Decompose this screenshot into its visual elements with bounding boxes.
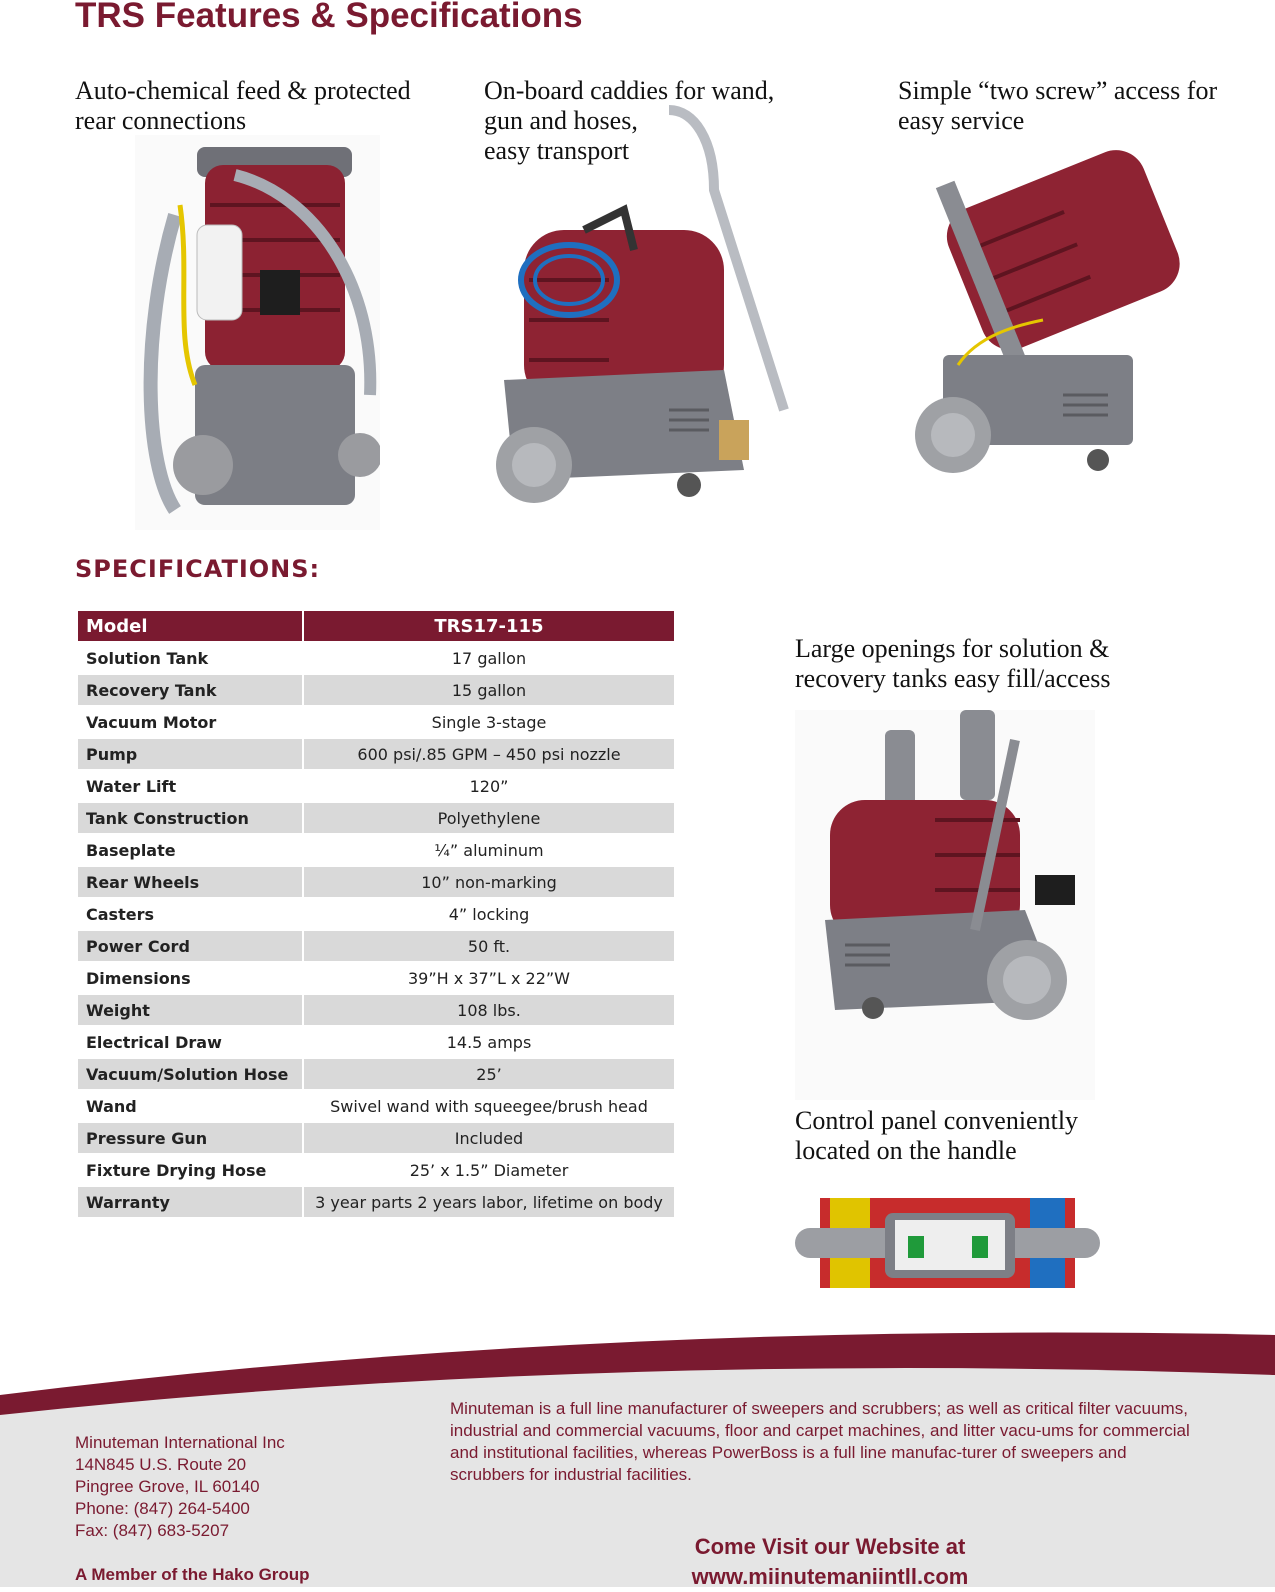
table-row	[78, 675, 674, 705]
address-line: Minuteman International Inc	[75, 1433, 285, 1452]
company-address	[75, 1432, 285, 1542]
caption-line: gun and hoses,	[484, 106, 638, 135]
spec-label: Recovery Tank	[78, 675, 302, 705]
spec-value: Polyethylene	[304, 803, 674, 833]
spec-label: Warranty	[78, 1187, 302, 1217]
spec-value: 120”	[469, 776, 509, 796]
tank-openings-photo	[795, 710, 1095, 1100]
table-row	[78, 707, 674, 737]
spec-value: 50 ft.	[304, 931, 674, 961]
page-title: TRS Features & Specifications	[75, 0, 583, 35]
specifications-table	[76, 609, 676, 1219]
company-description: Minuteman is a full line manufacturer of sweepers and scrubbers; as well as critical filter vacuums, industrial and commercial vacuums, floor and carpet machines, and litter vacu-ums for commercial and institutional facilities, whereas PowerBoss is a full line manufac-turer of sweepers and scrubbers for industrial facilities.	[450, 1399, 1190, 1484]
caption-line: easy service	[898, 106, 1025, 135]
spec-value: 15 gallon	[304, 675, 674, 705]
table-row	[78, 931, 674, 961]
spec-label: Tank Construction	[78, 803, 302, 833]
spec-label: Pressure Gun	[78, 1123, 302, 1153]
spec-label: Casters	[86, 904, 154, 924]
spec-label: Water Lift	[86, 776, 177, 796]
spec-label: Rear Wheels	[78, 867, 302, 897]
spec-value: 17 gallon	[451, 648, 527, 668]
table-row	[78, 1027, 674, 1057]
column-header-model: Model	[78, 611, 302, 641]
phone-line: Phone: (847) 264-5400	[75, 1499, 250, 1518]
table-row	[78, 771, 674, 801]
caption-line: recovery tanks easy fill/access	[795, 664, 1111, 693]
table-row	[78, 835, 674, 865]
table-row	[78, 963, 674, 993]
table-row	[78, 995, 674, 1025]
spec-value: ¼” aluminum	[434, 840, 544, 860]
spec-label: Fixture Drying Hose	[86, 1160, 267, 1180]
spec-label: Solution Tank	[86, 648, 209, 668]
rear-view-photo	[135, 135, 380, 530]
table-row	[78, 1187, 674, 1217]
caption-line: Auto-chemical feed & protected	[75, 76, 411, 105]
spec-label: Vacuum/Solution Hose	[78, 1059, 302, 1089]
spec-value: 4” locking	[448, 904, 530, 924]
table-header-row	[78, 611, 674, 641]
side-view-photo	[484, 80, 789, 530]
caption-line: Large openings for solution &	[795, 634, 1110, 663]
spec-value: Single 3-stage	[431, 712, 547, 732]
table-row	[78, 643, 674, 673]
spec-value: 600 psi/.85 GPM – 450 psi nozzle	[304, 739, 674, 769]
table-row	[78, 1123, 674, 1153]
specifications-heading: SPECIFICATIONS:	[75, 555, 321, 583]
spec-value: 108 lbs.	[304, 995, 674, 1025]
column-header-model-number: TRS17-115	[304, 611, 674, 641]
spec-label: Baseplate	[86, 840, 176, 860]
spec-label: Electrical Draw	[86, 1032, 222, 1052]
spec-value: Included	[304, 1123, 674, 1153]
caption-line: rear connections	[75, 106, 247, 135]
spec-value: 10” non-marking	[304, 867, 674, 897]
caption-line: located on the handle	[795, 1136, 1017, 1165]
feature-caption-chemical-feed	[75, 76, 411, 136]
table-row	[78, 899, 674, 929]
caption-line: Simple “two screw” access for	[898, 76, 1218, 105]
green-rocker-switch-icon	[908, 1236, 924, 1258]
spec-value: 25’ x 1.5” Diameter	[409, 1160, 569, 1180]
spec-label: Weight	[78, 995, 302, 1025]
table-row	[78, 1155, 674, 1185]
spec-label: Power Cord	[78, 931, 302, 961]
green-rocker-switch-icon	[972, 1236, 988, 1258]
feature-caption-large-openings	[795, 634, 1110, 694]
spec-label: Dimensions	[86, 968, 191, 988]
visit-text: Come Visit our Website at	[694, 1534, 966, 1559]
caption-line: Control panel conveniently	[795, 1106, 1079, 1135]
table-row	[78, 1059, 674, 1089]
caption-line: On-board caddies for wand,	[484, 76, 775, 105]
spec-value: 39”H x 37”L x 22”W	[408, 968, 570, 988]
website-callout	[620, 1532, 1040, 1592]
address-line: 14N845 U.S. Route 20	[75, 1455, 247, 1474]
spec-value: 3 year parts 2 years labor, lifetime on body	[304, 1187, 674, 1217]
spec-value: 14.5 amps	[446, 1032, 532, 1052]
spec-label: Wand	[86, 1096, 137, 1116]
spec-label: Vacuum Motor	[86, 712, 217, 732]
table-row	[78, 1091, 674, 1121]
feature-caption-control-panel	[795, 1106, 1078, 1166]
table-row	[78, 803, 674, 833]
spec-value: Swivel wand with squeegee/brush head	[330, 1096, 648, 1116]
control-panel-photo	[795, 1198, 1100, 1288]
website-link[interactable]: www.miinutemaniintll.com	[691, 1564, 969, 1589]
table-row	[78, 867, 674, 897]
member-statement: A Member of the Hako Group	[75, 1565, 310, 1584]
caption-line: easy transport	[484, 136, 630, 165]
table-row	[78, 739, 674, 769]
spec-label: Pump	[78, 739, 302, 769]
open-tank-photo	[898, 125, 1198, 530]
fax-line: Fax: (847) 683-5207	[75, 1521, 230, 1540]
address-line: Pingree Grove, IL 60140	[75, 1477, 260, 1496]
spec-value: 25’	[304, 1059, 674, 1089]
